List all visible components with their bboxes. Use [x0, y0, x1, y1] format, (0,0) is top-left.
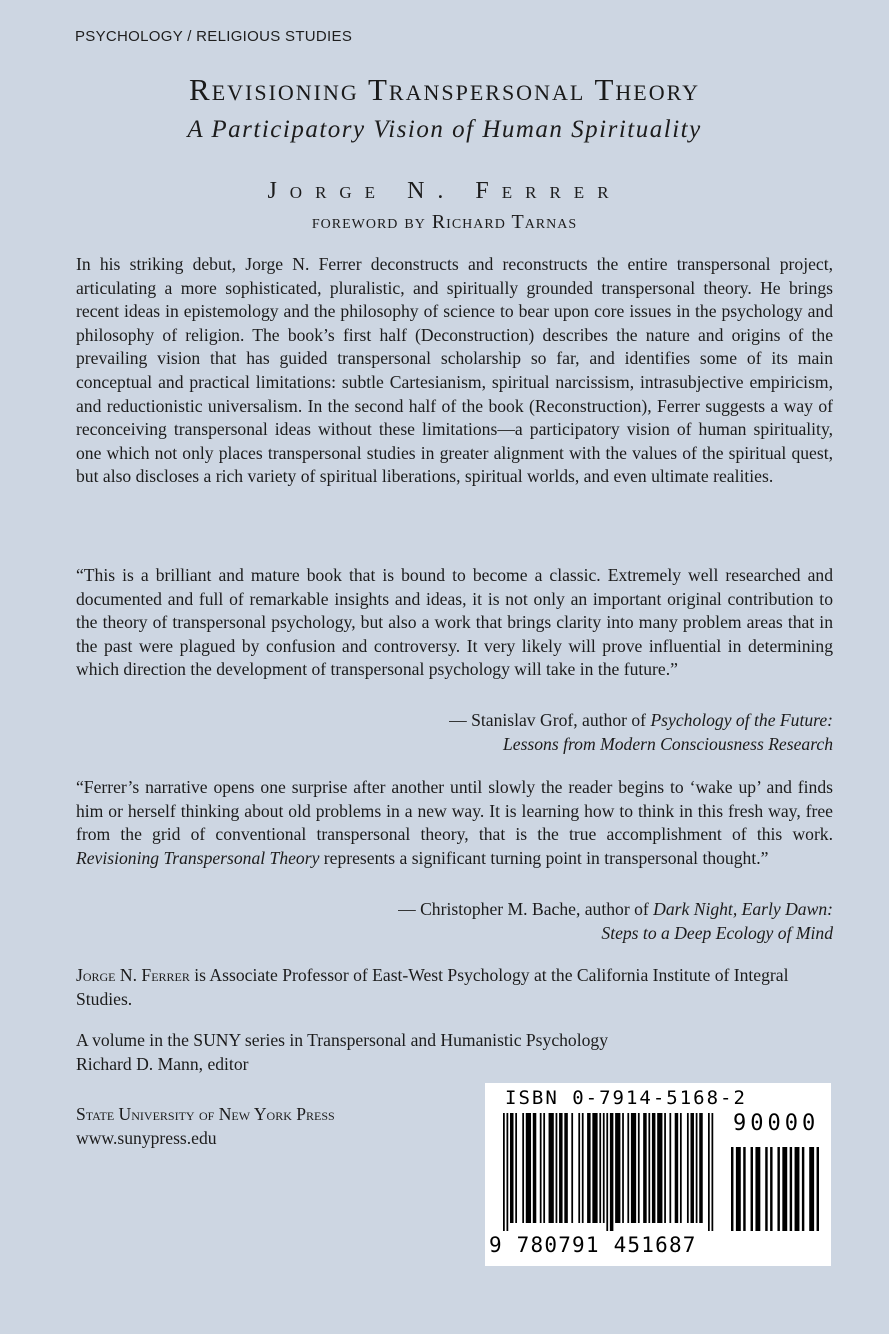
barcode-bar: [587, 1113, 591, 1223]
book-title: Revisioning Transpersonal Theory: [189, 72, 700, 107]
barcode-bar: [543, 1113, 545, 1223]
series-editor: Richard D. Mann, editor: [76, 1053, 249, 1074]
barcode-bar: [571, 1113, 573, 1223]
barcode-bar: [638, 1113, 640, 1223]
barcode-bar: [610, 1113, 614, 1231]
quote-bache-attribution: [398, 898, 833, 945]
quote-grof: “This is a brilliant and mature book that is bound to become a classic. Extremely well researched and documented and full of remarkable insights and ideas, it is not only an important original contribution to the theory of transpersonal psychology, but also a work that brings clarity into many problem areas that in the past were plagued by confusion and controversy. It very likely will prove influential in determining which direction the development of transpersonal psychology will take in the future.”: [76, 565, 833, 680]
cited-work-title: Psychology of the Future:: [650, 710, 833, 730]
barcode-bar: [631, 1113, 636, 1223]
book-description: In his striking debut, Jorge N. Ferrer deconstructs and reconstructs the entire transpersonal project, articulating a more sophisticated, pluralistic, and spiritually grounded transpersonal theory. He brings recent ideas in epistemology and the philosophy of science to bear upon core issues in the psychology and philosophy of religion. The book’s first half (Deconstruction) describes the nature and origins of the prevailing vision that has guided transpersonal scholarship so far, and identifies some of its main conceptual and practical limitations: subtle Cartesianism, spiritual narcissism, intrasubjective empiricism, and reductionistic universalism. In the second half of the book (Reconstruction), Ferrer suggests a way of reconceiving transpersonal ideas without these limitations—a participatory vision of human spirituality, one which not only places transpersonal studies in greater alignment with the values of the spiritual quest, but also discloses a rich variety of spiritual liberations, spiritual worlds, and even ultimate realities.: [76, 254, 833, 487]
barcode-bar: [549, 1113, 554, 1223]
barcode-bar: [687, 1113, 689, 1223]
barcode-bar: [582, 1113, 584, 1223]
barcode-bar: [592, 1113, 597, 1223]
author-bio-text: is Associate Professor of East-West Psychology at the California Institute of Integral Studies.: [76, 965, 789, 1009]
barcode-bar: [743, 1147, 745, 1231]
barcode-bar: [559, 1113, 563, 1223]
publisher-name: State University of New York Press: [76, 1104, 335, 1124]
cited-work-title: Dark Night, Early Dawn:: [653, 899, 833, 919]
author-bio-name: Jorge N. Ferrer: [76, 965, 190, 985]
author-bio: [76, 964, 833, 1011]
barcode-ean-number: 9 780791 451687: [489, 1233, 697, 1257]
barcode-bar: [699, 1113, 703, 1223]
barcode-bar: [515, 1113, 517, 1223]
series-info: [76, 1029, 833, 1076]
barcode-bar: [669, 1113, 671, 1223]
barcode-bar: [690, 1113, 694, 1223]
publisher-info: [76, 1103, 476, 1150]
barcode-bar: [675, 1113, 679, 1223]
barcode-bar: [755, 1147, 760, 1231]
quote-bache-text: “Ferrer’s narrative opens one surprise after another until slowly the reader begins to ‘wake up’ and finds him or herself thinking about old problems in a new way. It is learning how to think in this fresh way, free from the grid of conventional transpersonal theory, that is the true accomplishment of this work.: [76, 777, 833, 845]
quote-bache: [76, 776, 833, 870]
barcode-bar: [533, 1113, 537, 1223]
barcode-addon-bars: [731, 1147, 823, 1233]
barcode-bar: [503, 1113, 505, 1231]
barcode-bar: [736, 1147, 741, 1231]
barcode-bar: [795, 1147, 800, 1231]
barcode-bar: [664, 1113, 666, 1223]
barcode-main-bars: [503, 1113, 719, 1233]
barcode-bar: [510, 1113, 514, 1223]
barcode-bar: [603, 1113, 605, 1223]
attribution-text: — Stanislav Grof, author of: [449, 710, 647, 730]
barcode-bar: [809, 1147, 814, 1231]
book-subtitle: A Participatory Vision of Human Spirituality: [187, 116, 702, 143]
barcode-bar: [657, 1113, 662, 1223]
barcode-bar: [522, 1113, 524, 1223]
author-name: Jorge N. Ferrer: [267, 178, 622, 204]
cited-work-subtitle: Steps to a Deep Ecology of Mind: [601, 922, 833, 943]
barcode-bar: [652, 1113, 656, 1223]
barcode-bar: [770, 1147, 772, 1231]
barcode-bar: [540, 1113, 542, 1223]
barcode-bar: [790, 1147, 792, 1231]
quote-grof-attribution: [449, 709, 833, 756]
barcode-bar: [731, 1147, 733, 1231]
barcode-bar: [711, 1113, 713, 1231]
barcode-bar: [648, 1113, 650, 1223]
barcode-bar: [751, 1147, 753, 1231]
barcode-bar: [507, 1113, 509, 1231]
barcode-bar: [578, 1113, 580, 1223]
barcode-bar: [599, 1113, 601, 1223]
barcode-bar: [643, 1113, 647, 1223]
attribution-text: — Christopher M. Bache, author of: [398, 899, 649, 919]
quote-bache-book-title: Revisioning Transpersonal Theory: [76, 847, 320, 868]
quote-bache-text-end: represents a significant turning point in transpersonal thought.”: [319, 847, 769, 868]
barcode-bar: [802, 1147, 804, 1231]
category-label: PSYCHOLOGY / RELIGIOUS STUDIES: [75, 28, 353, 45]
barcode-bar: [627, 1113, 629, 1223]
barcode-bar: [622, 1113, 624, 1223]
barcode-bar: [817, 1147, 819, 1231]
cited-work-subtitle: Lessons from Modern Consciousness Research: [502, 733, 833, 754]
series-line: A volume in the SUNY series in Transpersonal and Humanistic Psychology: [76, 1030, 609, 1050]
barcode-bar: [680, 1113, 682, 1223]
barcode-bar: [615, 1113, 620, 1223]
barcode-bar: [777, 1147, 779, 1231]
barcode-bar: [708, 1113, 710, 1231]
barcode-bar: [556, 1113, 558, 1223]
barcode-bar: [564, 1113, 568, 1223]
barcode-bar: [606, 1113, 608, 1231]
barcode-addon-number: 90000: [733, 1111, 820, 1136]
isbn-text: ISBN 0-7914-5168-2: [505, 1087, 747, 1109]
barcode-bar: [765, 1147, 767, 1231]
foreword-credit: foreword by Richard Tarnas: [311, 211, 578, 233]
barcode-bar: [526, 1113, 531, 1223]
barcode-bar: [782, 1147, 787, 1231]
publisher-url: www.sunypress.edu: [76, 1127, 217, 1148]
barcode-bar: [696, 1113, 698, 1223]
barcode-panel: [485, 1083, 831, 1266]
